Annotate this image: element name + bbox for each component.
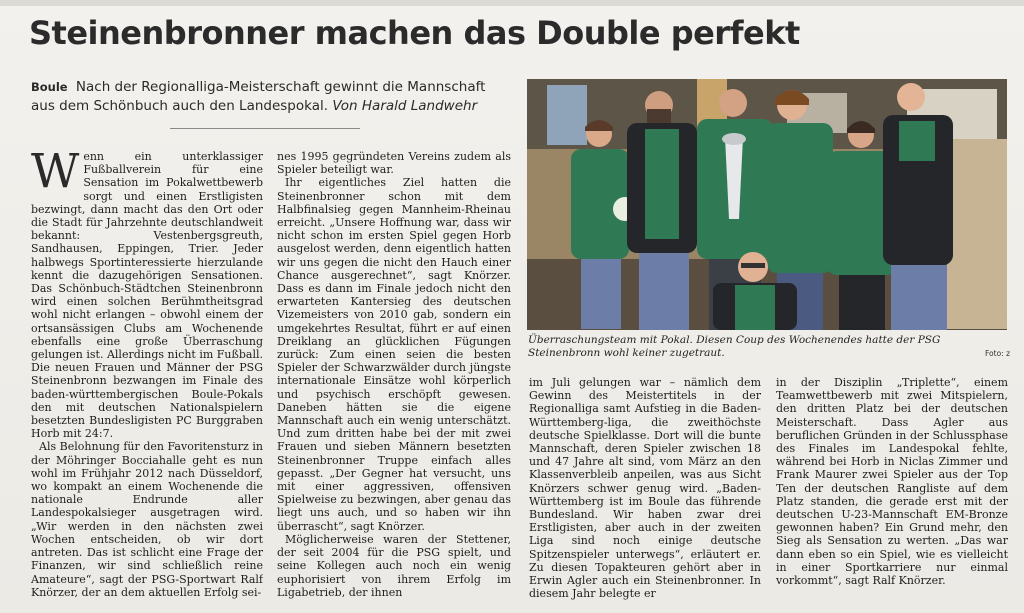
- paragraph: Ihr eigentliches Ziel hatten die Steinenbronner schon mit dem Halbfinalsieg gegen Mannheim-Rheinau erreicht. „Unsere Hoffnung war, dass wir nicht schon im ersten Spiel gegen Horb ausgelost werden, denn eigentlich hatten wir uns gegen die nicht den Hauch einer Chance ausgerechnet“, sagt Knörzer. Dass es dann im Finale jedoch nicht den erwarteten Kantersieg des deutschen Vizemeisters von 2010 gab, sondern ein umgekehrtes Resultat, führt er auf einen Dreiklang an glücklichen Fügungen zurück: Zum einen seien die besten Spieler der Schwarzwälder durch jüngste internationale Einsätze wohl körperlich und psychisch erschöpft gewesen. Daneben hätten sie die eigene Mannschaft auch ein wenig unterschätzt. Und zum dritten habe bei der mit zwei Frauen und sieben Männern besetzten Steinenbronner Truppe einfach alles gepasst. „Der Gegner hat versucht, uns mit einer aggressiven, offensiven Spielweise zu bezwingen, aber genau das liegt uns auch, und so haben wir ihn überrascht“, sagt Knörzer.: [277, 176, 511, 533]
- team-photo: [527, 79, 1007, 330]
- byline: Von Harald Landwehr: [332, 98, 478, 114]
- photo-credit: Foto: z: [985, 349, 1011, 358]
- paragraph: Möglicherweise waren der Stettener, der seit 2004 für die PSG spielt, und seine Kollegen auch noch ein wenig euphorisiert von ihrem Erfolg im Ligabetrieb, der ihnen: [277, 532, 511, 599]
- article-column-3: [529, 376, 761, 608]
- headline: Steinenbronner machen das Double perfekt: [29, 14, 800, 52]
- paragraph: in der Disziplin „Triplette“, einem Teamwettbewerb mit zwei Mitspielern, den dritten Platz bei der deutschen Meisterschaft. Dass Agler aus beruflichen Gründen in der Schlussphase des Finales im Landespokal fehlte, während bei Horb in Niclas Zimmer und Frank Maurer zwei Spieler aus der Top Ten der deutschen Rangliste auf dem Platz standen, die gerade erst mit der deutschen U-23-Mannschaft EM-Bronze gewonnen haben? Ein Grund mehr, den Sieg als Sensation zu werten. „Das war dann eben so ein Spiel, wie es vielleicht in einer Sportkarriere nur einmal vorkommt“, sagt Ralf Knörzer.: [776, 376, 1008, 588]
- article-deck: [31, 78, 511, 116]
- article-column-2: [277, 150, 511, 608]
- paragraph: Wenn ein unterklassiger Fußballverein für eine Sensation im Pokalwettbewerb sorgt und einen Erstligisten bezwingt, dann macht das den Ort oder die Stadt für Jahrzehnte deutschlandweit bekannt: Vestenbergsgreuth, Sandhausen, Eppingen, Trier. Jeder halbwegs Sportinteressierte hierzulande kennt die dazugehörigen Sensationen. Das Schönbuch-Städtchen Steinenbronn wird einen solchen Berühmtheitsgrad wohl nicht erlangen – obwohl einem der ortsansässigen Clubs am Wochenende ebenfalls eine große Überraschung gelungen ist. Allerdings nicht im Fußball. Die neuen Frauen und Männer der PSG Steinenbronn bezwangen im Finale des baden-württembergischen Boule-Pokals den mit deutschen Nationalspielern besetzten Bundesligisten PC Burggraben Horb mit 24:7.: [31, 150, 263, 441]
- subtitle: Nach der Regionalliga-Meisterschaft gewinnt die Mannschaft aus dem Schönbuch auch den Landespokal.: [31, 79, 486, 114]
- deck-divider: [170, 128, 360, 129]
- article-column-4: [776, 376, 1008, 608]
- dropcap: W: [31, 150, 80, 199]
- photo-caption: Überraschungsteam mit Pokal. Diesen Coup des Wochenendes hatte der PSG Steinenbronn wohl keiner zugetraut.: [528, 334, 941, 359]
- paragraph: im Juli gelungen war – nämlich dem Gewinn des Meistertitels in der Regionalliga samt Aufstieg in die Baden-Württemberg-liga, die zweithöchste deutsche Spielklasse. Dort will die bunte Mannschaft, deren Spieler zwischen 18 und 47 Jahre alt sind, vom März an den Klassenverbleib anpeilen, was aus Sicht Knörzers schwer genug wird. „Baden-Württemberg ist im Boule das führende Bundesland. Wir haben zwar drei Erstligisten, aber auch in der zweiten Liga sind noch einige deutsche Spitzenspieler unterwegs“, erläutert er. Zu diesen Topakteuren gehört aber in Erwin Agler auch ein Steinenbronner. In diesem Jahr belegte er: [529, 376, 761, 601]
- paragraph: nes 1995 gegründeten Vereins zudem als Spieler beteiligt war.: [277, 150, 511, 177]
- team-photo-illustration: [527, 79, 1007, 330]
- article-column-1: [31, 150, 263, 608]
- kicker: Boule: [31, 80, 68, 94]
- page-top-edge: [0, 0, 1024, 6]
- paragraph: Als Belohnung für den Favoritensturz in der Möhringer Bocciahalle geht es nun wohl im Frühjahr 2012 nach Düsseldorf, wo kompakt an einem Wochenende die nationale Endrunde aller Landespokalsieger ausgetragen wird. „Wir werden in den nächsten zwei Wochen entscheiden, ob wir dort antreten. Das ist schlicht eine Frage der Finanzen, wir sind schließlich reine Amateure“, sagt der PSG-Sportwart Ralf Knörzer, der an dem aktuellen Erfolg sei-: [31, 440, 263, 599]
